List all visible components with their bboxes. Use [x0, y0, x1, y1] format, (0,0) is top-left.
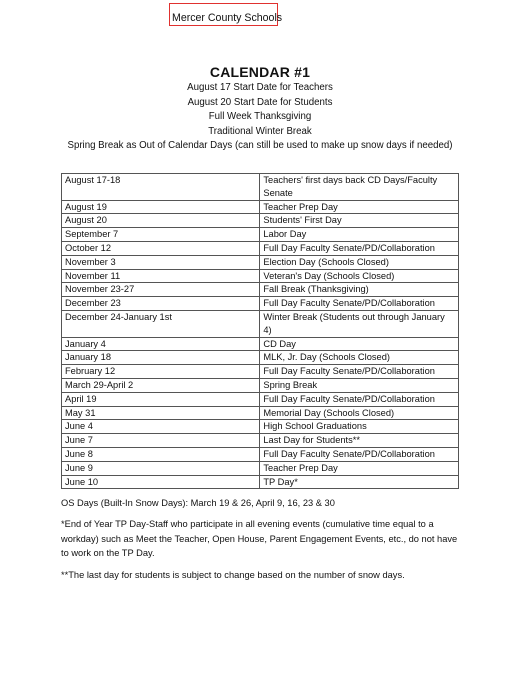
tp-day-footnote: *End of Year TP Day-Staff who participate in all evening events (cumulative time equal to a workday) such as Meet the Teacher, Open House, Parent Engagement Events, etc., do not have to work on the TP Day.: [61, 519, 458, 559]
date-cell: August 17-18: [62, 174, 260, 201]
date-cell: December 24-January 1st: [62, 310, 260, 337]
date-cell: June 4: [62, 420, 260, 434]
table-row: [62, 269, 459, 283]
event-cell: Last Day for Students**: [260, 434, 459, 448]
summary-line: Full Week Thanksgiving: [208, 111, 312, 123]
event-cell: Spring Break: [260, 378, 459, 392]
table-row: [62, 214, 459, 228]
date-cell: June 10: [62, 475, 260, 489]
date-cell: August 20: [62, 214, 260, 228]
summary-line: Spring Break as Out of Calendar Days (can still be used to make up snow days if needed): [67, 140, 453, 152]
summary-line: August 17 Start Date for Teachers: [187, 82, 333, 93]
table-row: [62, 434, 459, 448]
notes-section: [61, 496, 461, 589]
date-cell: November 23-27: [62, 283, 260, 297]
table-row: [62, 351, 459, 365]
date-cell: April 19: [62, 392, 260, 406]
event-cell: Full Day Faculty Senate/PD/Collaboration: [260, 392, 459, 406]
table-row: [62, 365, 459, 379]
date-cell: June 8: [62, 447, 260, 461]
event-cell: Full Day Faculty Senate/PD/Collaboration: [260, 365, 459, 379]
date-cell: February 12: [62, 365, 260, 379]
date-cell: October 12: [62, 241, 260, 255]
event-cell: CD Day: [260, 337, 459, 351]
event-cell: Fall Break (Thanksgiving): [260, 283, 459, 297]
table-row: [62, 461, 459, 475]
date-cell: June 9: [62, 461, 260, 475]
event-cell: Veteran's Day (Schools Closed): [260, 269, 459, 283]
event-cell: Students' First Day: [260, 214, 459, 228]
event-cell: Winter Break (Students out through January 4): [260, 310, 459, 337]
calendar-summary: [0, 81, 520, 154]
table-row: [62, 378, 459, 392]
event-cell: High School Graduations: [260, 420, 459, 434]
table-row: [62, 337, 459, 351]
event-cell: Teachers' first days back CD Days/Faculty Senate: [260, 174, 459, 201]
event-cell: Full Day Faculty Senate/PD/Collaboration: [260, 447, 459, 461]
date-cell: January 4: [62, 337, 260, 351]
date-cell: December 23: [62, 297, 260, 311]
summary-line: Traditional Winter Break: [208, 125, 312, 137]
table-row: [62, 297, 459, 311]
table-row: [62, 241, 459, 255]
date-cell: November 3: [62, 255, 260, 269]
event-cell: Election Day (Schools Closed): [260, 255, 459, 269]
event-cell: Memorial Day (Schools Closed): [260, 406, 459, 420]
snow-days-note: OS Days (Built-In Snow Days): March 19 & 26, April 9, 16, 23 & 30: [61, 498, 335, 508]
date-cell: September 7: [62, 228, 260, 242]
header-org-name: Mercer County Schools: [169, 3, 278, 26]
summary-line: August 20 Start Date for Students: [187, 96, 333, 108]
table-row: [62, 406, 459, 420]
table-row: [62, 392, 459, 406]
date-cell: May 31: [62, 406, 260, 420]
event-cell: Full Day Faculty Senate/PD/Collaboration: [260, 241, 459, 255]
event-cell: MLK, Jr. Day (Schools Closed): [260, 351, 459, 365]
table-row: [62, 310, 459, 337]
date-cell: November 11: [62, 269, 260, 283]
table-row: [62, 420, 459, 434]
event-cell: Teacher Prep Day: [260, 200, 459, 214]
date-cell: January 18: [62, 351, 260, 365]
table-row: [62, 174, 459, 201]
table-row: [62, 447, 459, 461]
date-cell: March 29-April 2: [62, 378, 260, 392]
table-row: [62, 200, 459, 214]
table-row: [62, 228, 459, 242]
date-cell: August 19: [62, 200, 260, 214]
calendar-table: [61, 173, 459, 489]
event-cell: Teacher Prep Day: [260, 461, 459, 475]
event-cell: Labor Day: [260, 228, 459, 242]
table-row: [62, 255, 459, 269]
table-row: [62, 283, 459, 297]
date-cell: June 7: [62, 434, 260, 448]
event-cell: Full Day Faculty Senate/PD/Collaboration: [260, 297, 459, 311]
last-day-footnote: **The last day for students is subject to change based on the number of snow days.: [61, 569, 405, 580]
page-title: CALENDAR #1: [209, 64, 311, 80]
table-row: [62, 475, 459, 489]
event-cell: TP Day*: [260, 475, 459, 489]
